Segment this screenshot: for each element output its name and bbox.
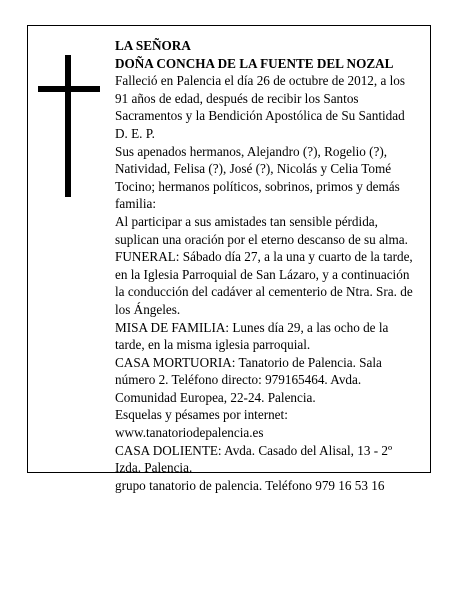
funeral-group-footer: grupo tanatorio de palencia. Teléfono 979 16 53 16 [115,477,385,493]
deceased-name: DOÑA CONCHA DE LA FUENTE DEL NOZAL [115,55,394,71]
online-condolences: Esquelas y pésames por internet: www.tanatoriodepalencia.es [115,407,288,441]
cross-horizontal-bar [38,86,100,92]
cross-vertical-bar [65,55,71,197]
obituary-text [115,37,420,494]
prayer-request: Al participar a sus amistades tan sensible pérdida, suplican una oración por el eterno descanso de su alma. [115,213,408,247]
notice-heading: LA SEÑORA [115,38,191,53]
funeral-home-info: CASA MORTUORIA: Tanatorio de Palencia. Sala número 2. Teléfono directo: 979165464. Avda. Comunidad Europea, 22-24. Palencia. [115,354,382,405]
funeral-info: FUNERAL: Sábado día 27, a la una y cuarto de la tarde, en la Iglesia Parroquial de San Lázaro, y a continuación la conducción del cadáver al cementerio de Ntra. Sra. de los Ángeles. [115,249,413,317]
death-info: Falleció en Palencia el día 26 de octubre de 2012, a los 91 años de edad, después de recibir los Santos Sacramentos y la Bendición Apostólica de Su Santidad D. E. P. [115,73,406,141]
family-home-info: CASA DOLIENTE: Avda. Casado del Alisal, 13 - 2º Izda. Palencia. [115,442,393,476]
family-list: Sus apenados hermanos, Alejandro (?), Rogelio (?), Natividad, Felisa (?), José (?), Nicolás y Celia Tomé Tocino; hermanos políticos, sobrinos, primos y demás familia: [115,143,400,212]
family-mass-info: MISA DE FAMILIA: Lunes día 29, a las ocho de la tarde, en la misma iglesia parroquial. [115,319,389,353]
cross-icon [38,55,100,197]
